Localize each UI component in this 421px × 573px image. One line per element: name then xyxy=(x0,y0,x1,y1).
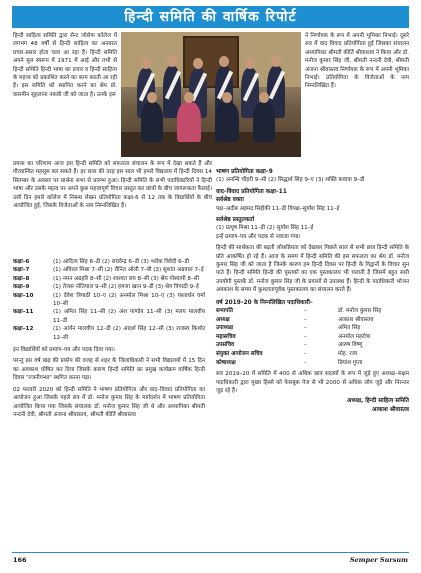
essay-class-label: कक्षा–9 xyxy=(13,284,30,291)
journal-name: Semper Sursum xyxy=(349,556,408,564)
officer-dash: – xyxy=(304,351,307,358)
essay-winner-names: (1) आदित्य सिंह 6–डी (2) राघवेन्द्र 6–डी (3) श्लोक त्रिवेदी 6–डी xyxy=(53,259,189,265)
essay-class-label: कक्षा–6 xyxy=(13,259,30,265)
officer-name: आकाश श्रीवास्तव xyxy=(338,316,374,323)
officers-list xyxy=(216,307,409,367)
essay-winner-row xyxy=(13,325,205,342)
flood-note: परन्तु इस वर्ष बाढ़ की प्रकोप की वजह से शहर के जिलाधिकारी ने सभी विद्यालयों में 15 दिन का अवकाश घोषित कर दिया जिसके कारण हिन्दी समिति का प्रमुख कार्यक्रम वार्षिक हिन्दी दिवस "रजनीगन्धा" स्थगित करना पड़ा। xyxy=(13,358,205,382)
group-photo xyxy=(121,32,301,157)
intro-left-paragraph: हिन्दी साहित्य समिति द्वारा सेन्ट जोसेफ कॉलेज में लगभग 48 वर्षों से हिन्दी साहित्य का अनवरत प्रचार-प्रसार होता चला आ रहा है। हिन्दी समिति अपने मूल स्वरूप में 1971 में आई और तभी से हिन्दी समिति हिन्दी भाषा का प्रचार व हिन्दी साहित्य के महत्त्व को प्रकाशित करने का काम करती आ रही है। इस समिति को स्थापित करने का श्रेय प्रो. वासमीन सुहलाना नकवी जी को जाता है। उनके इस xyxy=(13,33,117,98)
officer-role: अध्यक्ष xyxy=(216,316,230,323)
officer-dash: – xyxy=(304,308,307,315)
signature-name: आकाश श्रीवास्तव xyxy=(372,406,409,413)
intro-full-paragraph: प्रयास का परिणाम आज इस हिन्दी समिति को सफलता संचालन के रूप में देखा सकते हैं और गौरवान्वित महसूस कर सकते हैं। हर साल की तरह इस साल भी हमारे विद्यालय में हिन्दी दिवस 14 सितम्बर के अवसर पर प्रार्थना सभा से प्रारम्भ हुआ। हिन्दी समिति के सभी पदाधिकारियों ने हिन्दी भाषा और उसके महत्व पर अपने कुछ महत्त्वपूर्ण विचार प्रस्तुत कर छात्रों के बीच जागरूकता फैलाई। उसी दिन हमारे कॉलेज में निबन्ध लेखन प्रतियोगिता कक्षा-6 से 12 तक के विद्यार्थियों के बीच आयोजित हुई, जिसके विजेताओं के नाम निम्नलिखित हैं। xyxy=(13,161,212,210)
essay-winner-names: (1) देवेश त्रिपाठी 10–ए (2) अनमोल मिश्रा 10–ए (3) यशवर्धन वर्मा 10–सी xyxy=(53,292,205,308)
essay-winner-names: (1) तेजस नोतियाल 9–सी (2) हमजा खान 9–डी (3) श्रेय त्रिपाठी 9–ई xyxy=(53,284,199,291)
officer-name: आरुष विष्णु xyxy=(338,342,363,349)
closing-paragraph: सत्र 2019–20 में समिति में 400 से अधिक छात्र सदस्यों के रूप में जुड़े हुए अध्यक्ष–सक्षम पदाधिकारी द्वारा मुख्य हिस्से को फेसबुक पेज से भी 2000 से अधिक लोग जुड़े और निरन्तर जुड़ रहे हैं। xyxy=(216,371,409,395)
library-paragraph: हिन्दी की सार्थकता की बढ़ती लोकप्रियता को देखकर पिछले साल से सभी छात्र हिन्दी समिति के प्रति आकर्षित हो रहे हैं। आज के समय में हिन्दी समिति की इस सफलता का श्रेय डॉ. मनोज कुमार सिंह जी को जाता है जिनके कारण हम हिन्दी दिवस पर हिन्दी के विद्वानों के विचार सुन पाते हैं। हिन्दी समिति हिन्दी की पुस्तकों का एक पुस्तकालय भी चलाती है जिसमें बहुत सारी उपयोगी पुस्तकें डॉ. मनोज कुमार सिंह जी के प्रयासों से उपलब्ध हैं। हिन्दी के पदाधिकारी भोजन अवकाश के समय में कुशलतापूर्वक पुस्तकालय का संचालन करते हैं। xyxy=(216,245,409,294)
best-speaker-heading: सर्वश्रेष्ठ प्रस्तुतकर्ता xyxy=(216,217,255,224)
essay-class-label: कक्षा–11 xyxy=(13,309,34,316)
officer-role: उपसचिव xyxy=(216,342,235,349)
officer-dash: – xyxy=(304,316,307,323)
debate-heading: वाद–विवाद प्रतियोगिता कक्षा–11 xyxy=(216,188,287,195)
essay-winner-names: (1) आर्यन मालवीय 12–डी (2) आदर्श सिंह 12–सी (3) राजस्व किशोर 12–सी xyxy=(53,326,205,341)
essay-class-label: कक्षा–8 xyxy=(13,275,30,282)
officer-row xyxy=(216,333,409,342)
officer-row xyxy=(216,359,409,368)
essay-class-label: कक्षा–12 xyxy=(13,326,34,333)
essay-winner-names: (1) अविरल मिश्रा 7–सी (2) रौनित ओली 7–बी (3) सुशांत अग्रवाल 7–ई xyxy=(53,267,204,274)
essay-winner-row xyxy=(13,258,205,266)
footer-rule xyxy=(12,552,409,553)
signature-title: अध्यक्ष, हिन्दी साहित्य समिति xyxy=(346,398,409,405)
essay-class-label: कक्षा–10 xyxy=(13,292,34,299)
essay-winner-names: (1) नमन अग्रहरि 8–सी (2) शाश्वत राय 8–सी (3) श्रेय गोस्वामी 8–सी xyxy=(53,275,200,282)
essay-winner-row xyxy=(13,283,205,291)
certificates-note: इन्हें प्रमाण–पत्र और पदक से नवाजा गया। xyxy=(216,233,301,240)
best-team-heading: सर्वश्रेष्ठ वक्ता xyxy=(216,197,244,204)
officer-row xyxy=(216,341,409,350)
left-bottom-column xyxy=(13,258,205,419)
officer-dash: – xyxy=(304,333,307,340)
essay-winner-row xyxy=(13,266,205,274)
essay-class-label: कक्षा–7 xyxy=(13,267,30,274)
essay-winner-row xyxy=(13,308,205,325)
officer-name: डॉ. मनोज कुमार सिंह xyxy=(338,308,382,315)
officer-dash: – xyxy=(304,342,307,349)
officer-role: उपाध्यक्ष xyxy=(216,325,234,332)
officer-role: सभापति xyxy=(216,308,233,315)
officer-dash: – xyxy=(304,325,307,332)
officer-role: महासचिव xyxy=(216,333,236,340)
essay-winner-row xyxy=(13,275,205,283)
officer-name: अनमोल महरोत्रा xyxy=(338,333,371,340)
officer-name: प्रियांश गुप्ता xyxy=(338,359,363,366)
speech-heading: भाषण प्रतियोगिता कक्षा–9 xyxy=(216,169,273,175)
page-number: 166 xyxy=(13,556,27,564)
officer-row xyxy=(216,324,409,333)
right-bottom-column xyxy=(216,168,409,414)
officer-row xyxy=(216,307,409,316)
best-team: पक्ष–अदीब अहमद सिद्दीकी 11–डी विपक्ष–सूर्यांश सिंह 11–ई xyxy=(216,205,340,212)
speech-event-note: 02 फरवरी 2020 को हिन्दी समिति ने भाषण प्रतियोगिता और वाद–विवाद प्रतियोगिता का आयोजन हुआ जिसके पहले सत्र में डॉ. मनोज कुमार सिंह के मार्गदर्शन में भाषण प्रतियोगिता आयोजित किया गया जिसके संचालक डॉ. मनोज कुमार सिंह जी थे और अध्यापिका श्रीमती नन्दनी देवी, श्रीमती अंजना श्रीवास्तव, श्रीमती कीर्ति श्रीवास्तव xyxy=(13,386,205,418)
officer-name: मोह. रजा xyxy=(338,351,358,358)
essay-winners-list xyxy=(13,258,205,342)
officer-dash: – xyxy=(304,359,307,366)
essay-winner-names: (1) अमित सिंह 11–सी (2) अंश पाण्डेय 11–सी (3) मलय मालवीय 11–डी xyxy=(53,309,205,324)
officer-row xyxy=(216,350,409,359)
best-speaker: (1) प्रत्यूष मिश्रा 11–डी (2) सूर्यांश सिंह 11–ई xyxy=(216,225,314,232)
intro-right-paragraph: ने निर्णायक के रूप में अपनी भूमिका निभाई। दूसरे सत्र में वाद विवाद प्रतियोगिता हुई जिसका संचालन अध्यापिका श्रीमती कीर्ति श्रीवास्तव ने किया और डॉ. मनोज कुमार सिंह जी, श्रीमती नन्दनी देवी, श्रीमती अंजना श्रीवास्तव निर्णायक के रूप में अपनी भूमिका निभाई। प्रतियोगिता के विजेताओं के नाम निम्नलिखित हैं। xyxy=(305,33,409,90)
officer-row xyxy=(216,316,409,325)
page-title: हिन्दी समिति की वार्षिक रिपोर्ट xyxy=(12,6,409,28)
officer-role: संयुक्त आयोजन सचिव xyxy=(216,351,263,358)
officer-role: कोषाध्यक्ष xyxy=(216,359,236,366)
certificate-note: इन विद्यार्थियों को प्रमाण–पत्र और पदक दिया गया। xyxy=(13,347,115,354)
essay-winner-row xyxy=(13,292,205,309)
officers-heading: वर्ष 2019–20 के निम्नलिखित पदाधिकारी– xyxy=(216,299,313,306)
officer-name: अमित सिंह xyxy=(338,325,361,332)
speech-winners: (1) अनन्धि चौहरी 9–सी (2) सिद्धार्थ सिंह 9–ए (3) शक्ति कवात्रा 9–डी xyxy=(216,177,365,184)
